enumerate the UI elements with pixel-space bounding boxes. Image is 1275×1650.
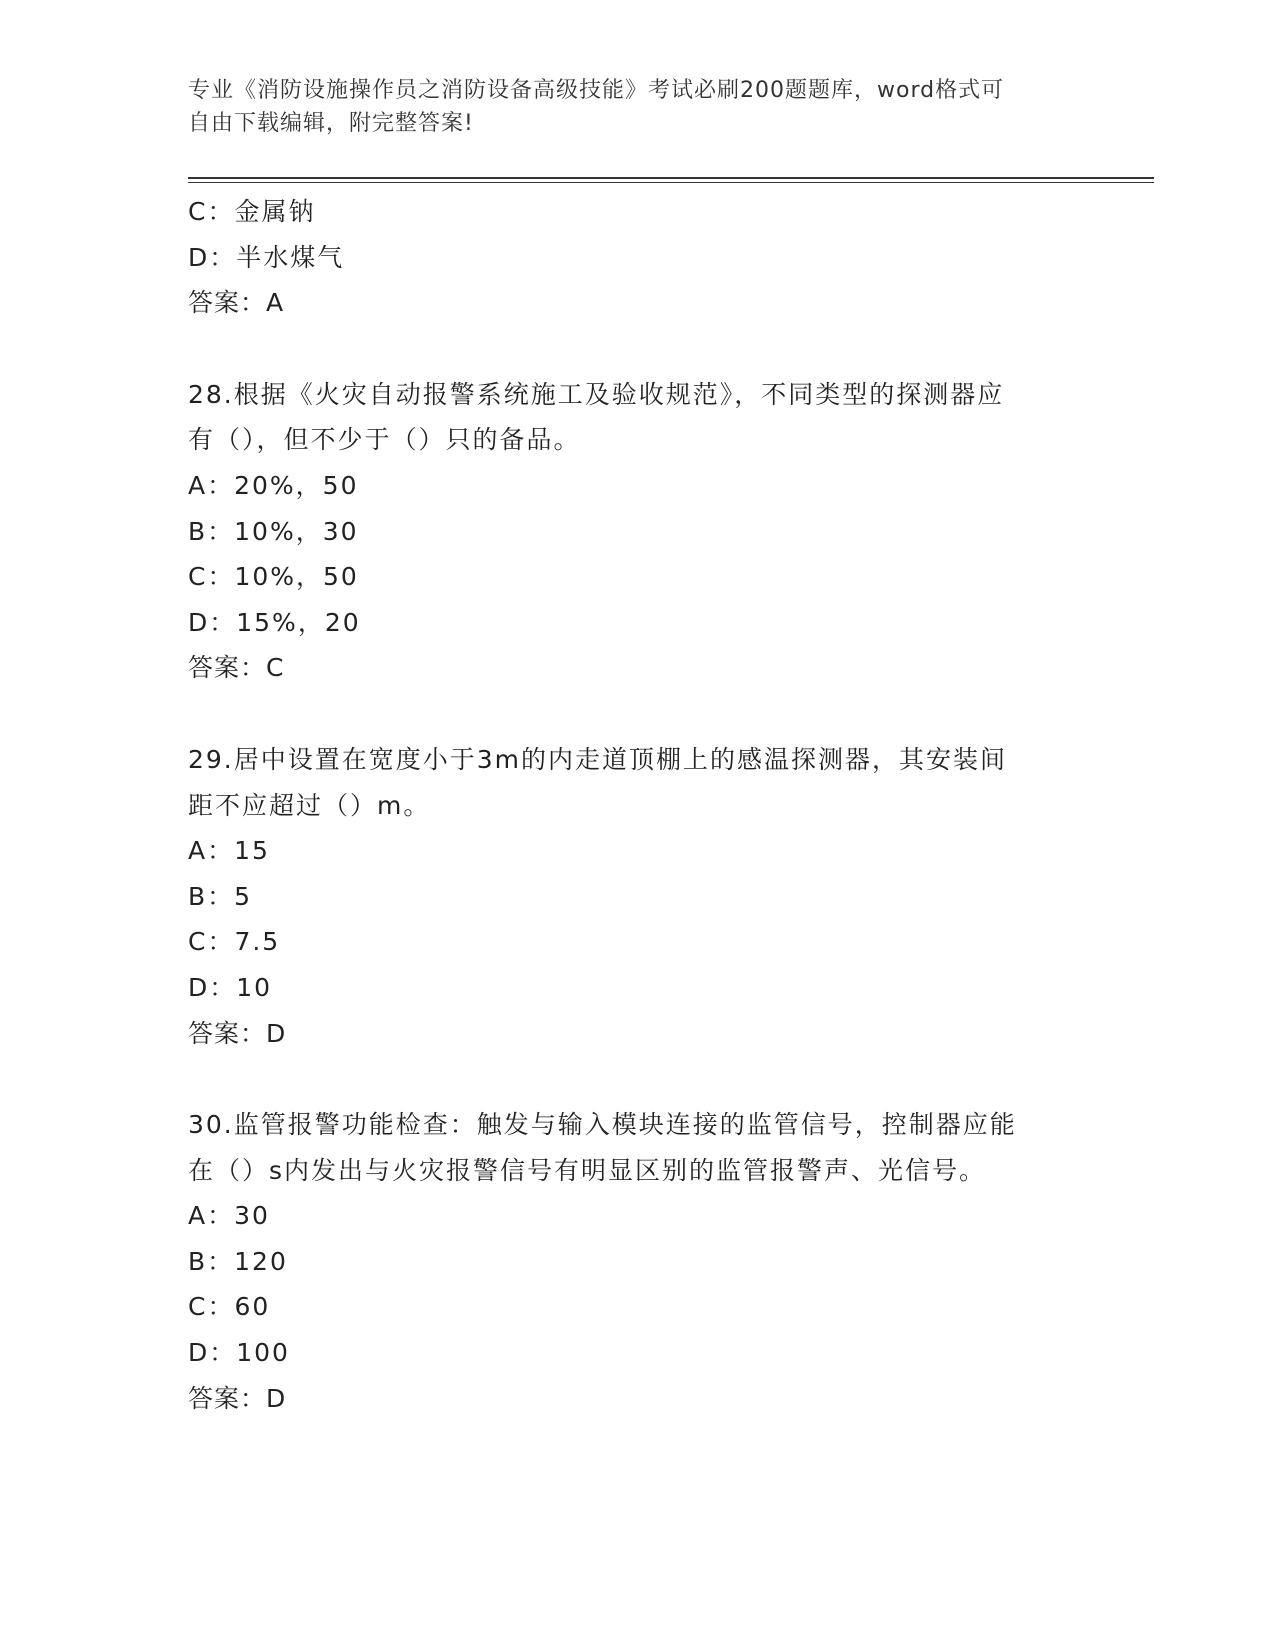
- option-d: D：100: [188, 1338, 290, 1368]
- partial-question: [188, 189, 1078, 326]
- question-stem: 28.根据《火灾自动报警系统施工及验收规范》，不同类型的探测器应: [188, 379, 1005, 409]
- option-c: C：10%，50: [188, 562, 359, 592]
- header-divider-thin: [188, 182, 1154, 183]
- option-a: A：30: [188, 1201, 270, 1231]
- question-stem: 30.监管报警功能检查：触发与输入模块连接的监管信号，控制器应能: [188, 1110, 1017, 1140]
- option-c: C：金属钠: [188, 197, 316, 226]
- question-list: [188, 189, 1078, 1421]
- question-stem-continued: 有（），但不少于（）只的备品。: [188, 425, 581, 455]
- option-c: C：60: [188, 1292, 271, 1322]
- document-header: [188, 74, 1068, 140]
- option-d: D：10: [188, 972, 273, 1002]
- answer-line: 答案：D: [188, 1018, 287, 1048]
- option-a: A：20%，50: [188, 470, 359, 500]
- answer-line: 答案：D: [188, 1383, 287, 1413]
- answer-line: 答案：C: [188, 653, 285, 683]
- option-b: B：120: [188, 1246, 288, 1276]
- question-stem-continued: 距不应超过（）m。: [188, 790, 431, 820]
- option-b: B：10%，30: [188, 516, 359, 546]
- option-a: A：15: [188, 836, 270, 866]
- question-30: [188, 1102, 1078, 1421]
- question-29: [188, 737, 1078, 1056]
- option-d: D：半水煤气: [188, 242, 345, 272]
- header-divider-thick: [188, 177, 1154, 179]
- header-line-2: 自由下载编辑，附完整答案!: [188, 111, 474, 136]
- option-b: B：5: [188, 881, 253, 911]
- question-stem-continued: 在（）s内发出与火灾报警信号有明显区别的监管报警声、光信号。: [188, 1155, 987, 1185]
- answer-line: 答案：A: [188, 288, 285, 318]
- question-stem: 29.居中设置在宽度小于3m的内走道顶棚上的感温探测器，其安装间: [188, 744, 1008, 774]
- option-d: D：15%，20: [188, 607, 361, 637]
- question-28: [188, 372, 1078, 691]
- option-c: C：7.5: [188, 927, 281, 957]
- header-line-1: 专业《消防设施操作员之消防设备高级技能》考试必刷200题题库，word格式可: [188, 78, 1005, 103]
